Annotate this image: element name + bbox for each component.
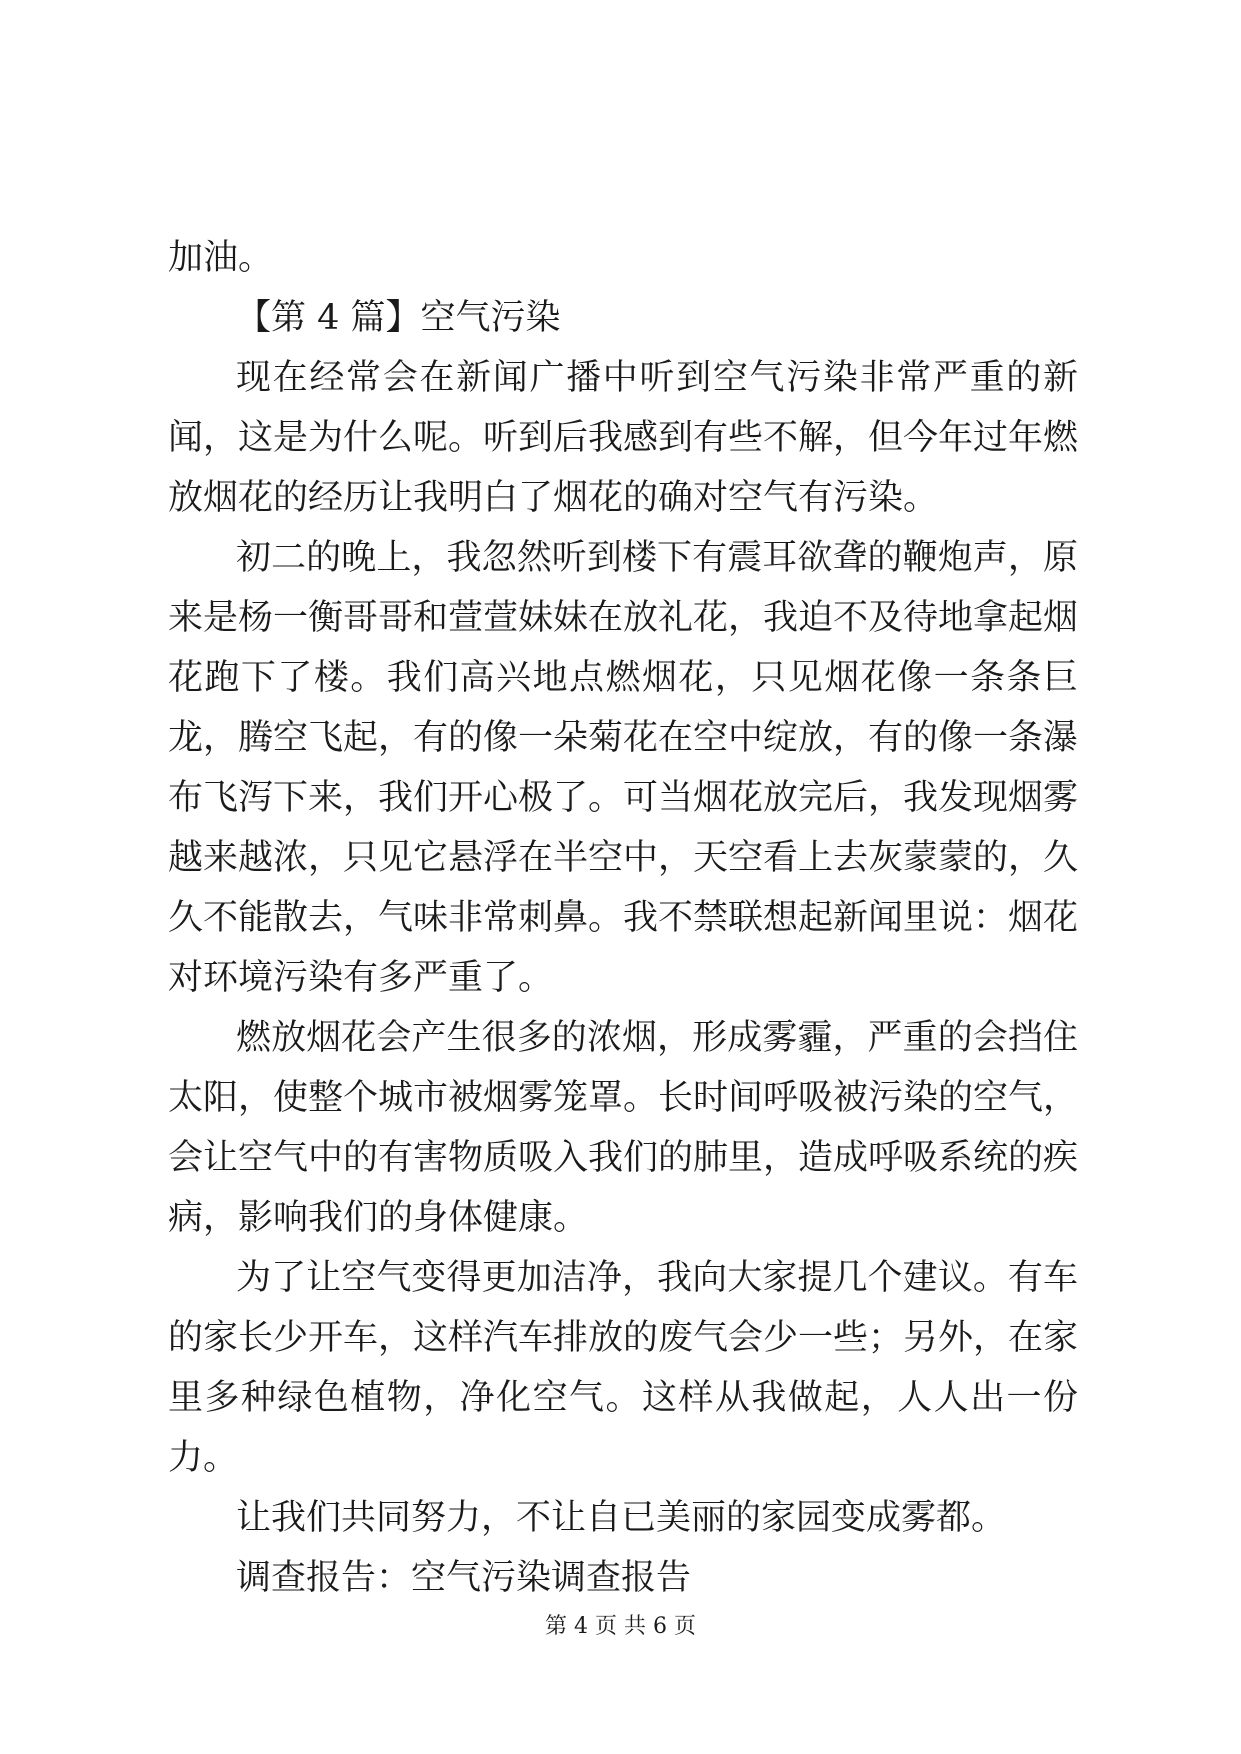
paragraph-3: 燃放烟花会产生很多的浓烟，形成雾霾，严重的会挡住太阳，使整个城市被烟雾笼罩。长时间呼吸被污染的空气，会让空气中的有害物质吸入我们的肺里，造成呼吸系统的疾病，影响我们的身体健康。 [168,1018,1079,1238]
paragraph-5: 让我们共同努力，不让自已美丽的家园变成雾都。 [236,1498,1007,1538]
paragraph-2: 初二的晚上，我忽然听到楼下有震耳欲聋的鞭炮声，原来是杨一衡哥哥和萱萱妹妹在放礼花，我迫不及待地拿起烟花跑下了楼。我们高兴地点燃烟花，只见烟花像一条条巨龙，腾空飞起，有的像一朵菊花在空中绽放，有的像一条瀑布飞泻下来，我们开心极了。可当烟花放完后，我发现烟雾越来越浓，只见它悬浮在半空中，天空看上去灰蒙蒙的，久久不能散去，气味非常刺鼻。我不禁联想起新闻里说：烟花对环境污染有多严重了。 [168,538,1079,998]
paragraph-4: 为了让空气变得更加洁净，我向大家提几个建议。有车的家长少开车，这样汽车排放的废气会少一些；另外，在家里多种绿色植物，净化空气。这样从我做起，人人出一份力。 [168,1258,1079,1478]
page-footer: 第 4 页 共 6 页 [545,1614,696,1639]
section-heading: 【第 4 篇】空气污染 [236,298,561,338]
paragraph-1: 现在经常会在新闻广播中听到空气污染非常严重的新闻，这是为什么呢。听到后我感到有些不解，但今年过年燃放烟花的经历让我明白了烟花的确对空气有污染。 [168,358,1079,518]
report-title-line: 调查报告：空气污染调查报告 [236,1558,692,1598]
document-body [168,228,1078,1608]
continuation-text: 加油。 [168,238,274,278]
